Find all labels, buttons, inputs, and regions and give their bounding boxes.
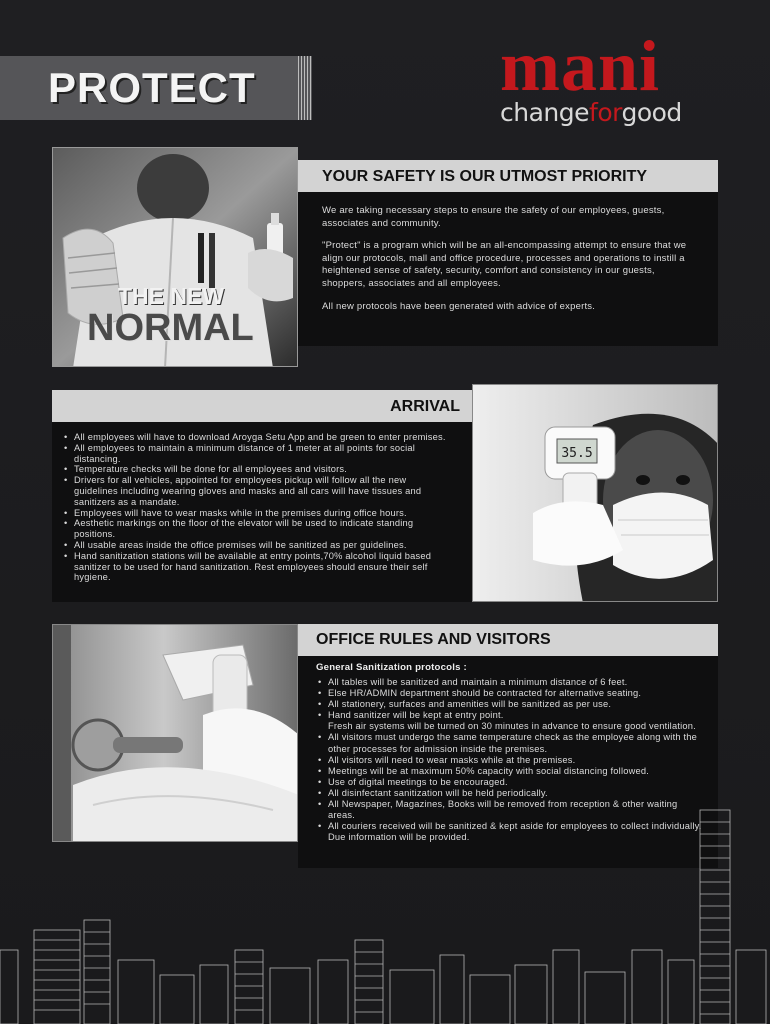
list-item: • All tables will be sanitized and maintain a minimum distance of 6 feet. [316, 677, 702, 688]
page-title: PROTECT [48, 64, 256, 111]
band-stripes [298, 56, 312, 120]
list-item: • Hand sanitization stations will be available at entry points,70% alcohol liquid based sanitizer to be used for hand sanitization. Rest employees should ensure their self hygiene. [62, 551, 452, 583]
safety-paragraph-1: We are taking necessary steps to ensure the safety of our employees, guests, associates and community. [322, 205, 665, 229]
safety-paragraph-2: "Protect" is a program which will be an all-encompassing attempt to ensure that we align our protocols, mall and office procedure, processes and operations to instill a heightened sense of safety, security, comfort and consistency in our guests, shoppers, associates and all employees. [322, 240, 687, 289]
safety-heading: YOUR SAFETY IS OUR UTMOST PRIORITY [298, 160, 718, 192]
safety-panel [298, 192, 718, 346]
tagline-for: for [589, 98, 622, 127]
list-item: • Temperature checks will be done for all employees and visitors. [62, 464, 452, 475]
overlay-the-new: THE NEW [118, 283, 225, 309]
list-item: • All couriers received will be sanitized & kept aside for employees to collect individually. Due information will be provided. [316, 821, 702, 843]
list-item: • All employees to maintain a minimum distance of 1 meter at all points for social distancing. [62, 443, 452, 465]
city-skyline-illustration [0, 800, 770, 1024]
list-item: • Hand sanitizer will be kept at entry point. Fresh air systems will be turned on 30 minutes in advance to ensure good ventilation. [316, 710, 702, 732]
tagline-good: good [621, 98, 682, 127]
list-item: • Aesthetic markings on the floor of the elevator will be used to indicate standing positions. [62, 518, 452, 540]
list-item: • All visitors must undergo the same temperature check as the employee along with the other processes for admission inside the premises. [316, 732, 702, 754]
logo-wordmark: mani [500, 26, 661, 106]
list-item: • Drivers for all vehicles, appointed for employees pickup will follow all the new guidelines including wearing gloves and masks and all cars will have tissues and sanitizers as a mandate. [62, 475, 452, 507]
list-item: • Else HR/ADMIN department should be contracted for alternative seating. [316, 688, 702, 699]
arrival-panel [52, 422, 472, 602]
thermometer-photo [472, 384, 718, 602]
logo-tagline [500, 98, 730, 127]
office-heading: OFFICE RULES AND VISITORS [298, 624, 718, 656]
arrival-list [62, 432, 452, 583]
list-item: • Use of digital meetings to be encouraged. [316, 777, 702, 788]
list-item: • Employees will have to wear masks while in the premises during office hours. [62, 508, 452, 519]
list-item: • All disinfectant sanitization will be held periodically. [316, 788, 702, 799]
brand-logo [500, 26, 730, 127]
office-subheading: General Sanitization protocols : [316, 662, 467, 673]
overlay-normal: NORMAL [87, 307, 254, 349]
list-item: • All usable areas inside the office premises will be sanitized as per guidelines. [62, 540, 452, 551]
list-item: • All employees will have to download Aroyga Setu App and be green to enter premises. [62, 432, 452, 443]
safety-paragraph-3: All new protocols have been generated with advice of experts. [322, 301, 596, 312]
list-item: • All stationery, surfaces and amenities will be sanitized as per use. [316, 699, 702, 710]
list-item: • All visitors will need to wear masks while at the premises. [316, 755, 702, 766]
arrival-heading: ARRIVAL [52, 390, 472, 422]
tagline-change: change [500, 98, 590, 127]
thermometer-reading: 35.5 [561, 446, 593, 461]
list-item: • Meetings will be at maximum 50% capacity with social distancing followed. [316, 766, 702, 777]
list-item: • All Newspaper, Magazines, Books will be removed from reception & other waiting areas. [316, 799, 702, 821]
